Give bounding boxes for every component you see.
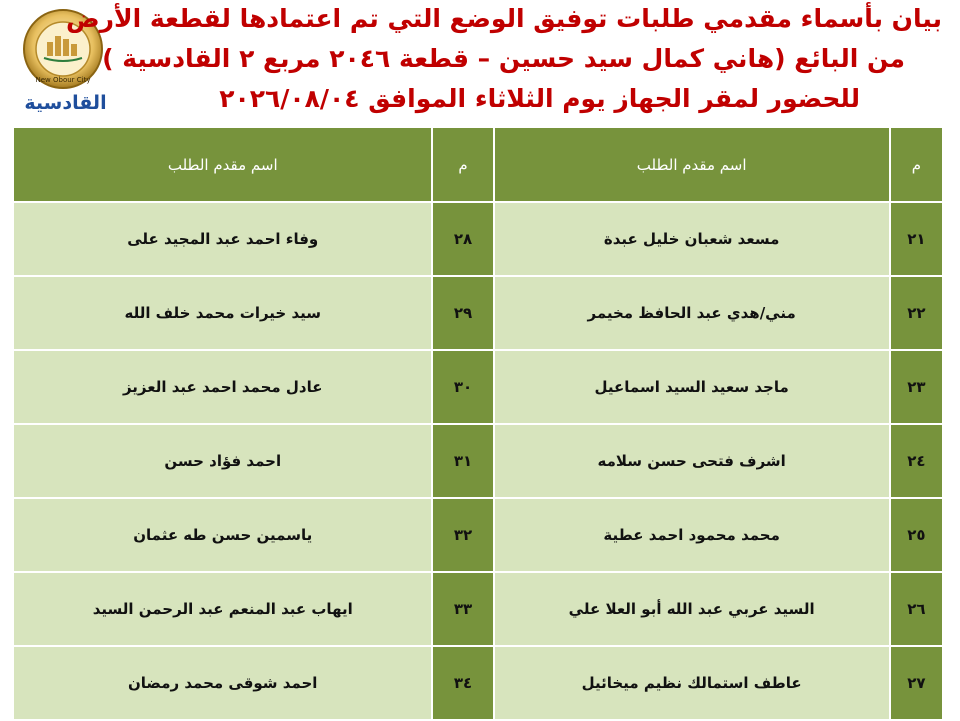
applicant-name: عادل محمد احمد عبد العزيز xyxy=(13,350,432,424)
row-number: ٢٢ xyxy=(890,276,943,350)
applicant-name: السيد عربي عبد الله أبو العلا علي xyxy=(494,572,890,646)
row-number: ٣٤ xyxy=(432,646,493,720)
applicant-name: ماجد سعيد السيد اسماعيل xyxy=(494,350,890,424)
applicant-name: عاطف استمالك نظيم ميخائيل xyxy=(494,646,890,720)
header-num-1: م xyxy=(890,127,943,202)
applicant-name: اشرف فتحى حسن سلامه xyxy=(494,424,890,498)
svg-text:New Obour City: New Obour City xyxy=(35,76,91,84)
table-row xyxy=(13,646,943,720)
applicant-name: وفاء احمد عبد المجيد على xyxy=(13,202,432,276)
title-line-3: للحضور لمقر الجهاز يوم الثلاثاء الموافق ٢٠٢٦/٠٨/٠٤ xyxy=(219,84,860,113)
row-number: ٣١ xyxy=(432,424,493,498)
row-number: ٢٦ xyxy=(890,572,943,646)
table-header-row xyxy=(13,127,943,202)
header-num-2: م xyxy=(432,127,493,202)
title-line-1: بيان بأسماء مقدمي طلبات توفيق الوضع التي تم اعتمادها لقطعة الأرض xyxy=(65,4,942,33)
row-number: ٢٨ xyxy=(432,202,493,276)
applicants-table xyxy=(12,126,944,721)
table-row xyxy=(13,498,943,572)
page-header xyxy=(0,0,960,125)
table-row xyxy=(13,350,943,424)
applicant-name: احمد فؤاد حسن xyxy=(13,424,432,498)
logo-caption: القادسية xyxy=(24,92,107,114)
row-number: ٢٧ xyxy=(890,646,943,720)
row-number: ٢٩ xyxy=(432,276,493,350)
title-line-2: من البائع (هاني كمال سيد حسين – قطعة ٢٠٤٦ مربع ٢ القادسية ) xyxy=(102,44,905,73)
header-name-1: اسم مقدم الطلب xyxy=(494,127,890,202)
table-row xyxy=(13,276,943,350)
table-row xyxy=(13,572,943,646)
applicant-name: احمد شوقى محمد رمضان xyxy=(13,646,432,720)
row-number: ٢١ xyxy=(890,202,943,276)
row-number: ٣٣ xyxy=(432,572,493,646)
row-number: ٣٠ xyxy=(432,350,493,424)
applicant-name: سيد خيرات محمد خلف الله xyxy=(13,276,432,350)
applicant-name: مسعد شعبان خليل عبدة xyxy=(494,202,890,276)
table-row xyxy=(13,424,943,498)
applicant-name: ايهاب عبد المنعم عبد الرحمن السيد xyxy=(13,572,432,646)
table-row xyxy=(13,202,943,276)
row-number: ٢٣ xyxy=(890,350,943,424)
applicant-name: محمد محمود احمد عطية xyxy=(494,498,890,572)
row-number: ٢٥ xyxy=(890,498,943,572)
row-number: ٣٢ xyxy=(432,498,493,572)
applicant-name: مني/هدي عبد الحافظ مخيمر xyxy=(494,276,890,350)
header-name-2: اسم مقدم الطلب xyxy=(13,127,432,202)
applicant-name: ياسمين حسن طه عثمان xyxy=(13,498,432,572)
row-number: ٢٤ xyxy=(890,424,943,498)
